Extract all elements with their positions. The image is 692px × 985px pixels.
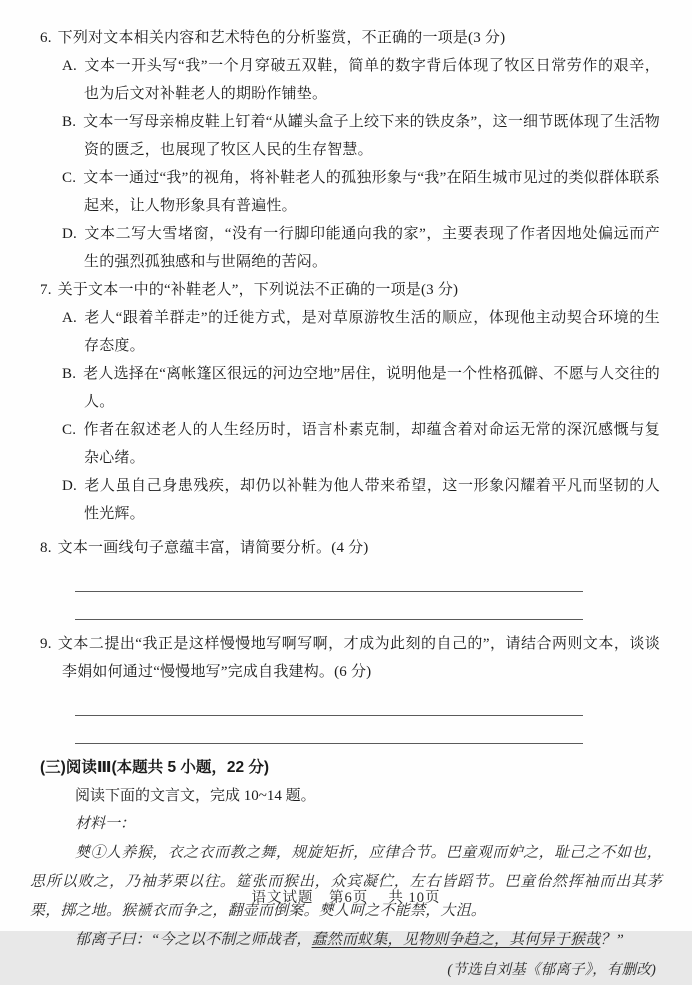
- question-7: [40, 276, 660, 528]
- question-9-number: 9.: [40, 636, 52, 652]
- option-a-label: A.: [62, 310, 77, 326]
- question-6-option-a: [62, 52, 660, 108]
- question-7-stem: [40, 276, 660, 304]
- question-6-option-b: [62, 108, 660, 164]
- section-3: [40, 754, 660, 810]
- option-c-label: C.: [62, 422, 77, 438]
- option-b-text: 老人选择在“离帐篷区很远的河边空地”居住，说明他是一个性格孤僻、不愿与人交往的人。: [83, 366, 660, 410]
- answer-line: [75, 716, 583, 744]
- question-7-option-b: [62, 360, 660, 416]
- question-6-stem-text: 下列对文本相关内容和艺术特色的分析鉴赏，不正确的一项是(3 分): [57, 30, 506, 46]
- answer-line: [75, 592, 583, 620]
- answer-line: [75, 688, 583, 716]
- passage-attribution: (节选自刘基《郁离子》，有删改): [447, 962, 656, 978]
- question-9-answer-area: [75, 688, 583, 744]
- option-b-label: B.: [62, 114, 77, 130]
- option-c-label: C.: [62, 170, 77, 186]
- option-a-text: 老人“跟着羊群走”的迁徙方式，是对草原游牧生活的顺应，体现他主动契合环境的生存态度。: [83, 310, 660, 354]
- option-a-label: A.: [62, 58, 77, 74]
- option-d-label: D.: [62, 478, 77, 494]
- question-6: [40, 24, 660, 276]
- passage-paragraph: 僰①人养猴，衣之衣而教之舞，规旋矩折，应律合节。巴童观而妒之，耻己之不如也，思所以败之，乃袖茅栗以往。筵张而猴出，众宾凝伫，左右皆蹈节。巴童佁然挥袖而出其茅栗，掷之地。猴褫衣而争之，翻壶而倒案。僰人呵之不能禁，大沮。: [30, 845, 662, 919]
- passage-quote: [30, 926, 662, 955]
- option-d-text: 文本二写大雪堵窗，“没有一行脚印能通向我的家”，主要表现了作者因地处偏远而产生的强烈孤独感和与世隔绝的苦闷。: [83, 226, 660, 270]
- question-7-option-c: [62, 416, 660, 472]
- option-d-label: D.: [62, 226, 77, 242]
- underlined-clause: 蠢然而蚁集，见物则争趋之，其何异于猴哉: [311, 932, 601, 948]
- option-b-label: B.: [62, 366, 77, 382]
- question-6-number: 6.: [40, 30, 52, 46]
- question-7-option-a: [62, 304, 660, 360]
- question-6-stem: [40, 24, 660, 52]
- page-footer: 语文试题 第6页 共 10页: [251, 890, 441, 906]
- question-9-stem: [40, 630, 660, 686]
- answer-line: [75, 564, 583, 592]
- quote-suffix: ？”: [600, 932, 625, 948]
- question-7-number: 7.: [40, 282, 52, 298]
- question-8-number: 8.: [40, 540, 52, 556]
- question-8-stem: [40, 534, 660, 562]
- option-a-text: 文本一开头写“我”一个月穿破五双鞋，简单的数字背后体现了牧区日常劳作的艰辛，也为后文对补鞋老人的期盼作铺垫。: [83, 58, 660, 102]
- option-c-text: 作者在叙述老人的人生经历时，语言朴素克制，却蕴含着对命运无常的深沉感慨与复杂心绪。: [83, 422, 660, 466]
- question-7-stem-text: 关于文本一中的“补鞋老人”，下列说法不正确的一项是(3 分): [57, 282, 459, 298]
- question-9: [40, 630, 660, 744]
- question-6-option-c: [62, 164, 660, 220]
- option-c-text: 文本一通过“我”的视角，将补鞋老人的孤独形象与“我”在陌生城市见过的类似群体联系起来，让人物形象具有普遍性。: [83, 170, 660, 214]
- question-8-stem-text: 文本一画线句子意蕴丰富，请简要分析。(4 分): [57, 540, 369, 556]
- section-3-header: (三)阅读Ⅲ(本题共 5 小题，22 分): [40, 759, 270, 776]
- option-d-text: 老人虽自己身患残疾，却仍以补鞋为他人带来希望，这一形象闪耀着平凡而坚韧的人性光辉。: [83, 478, 660, 522]
- question-6-option-d: [62, 220, 660, 276]
- question-7-option-d: [62, 472, 660, 528]
- quote-prefix: 郁离子曰：“今之以不制之师战者，: [75, 932, 312, 948]
- question-8-answer-area: [75, 564, 583, 620]
- material-1-label: 材料一：: [75, 816, 136, 832]
- section-3-instruction: 阅读下面的文言文，完成 10~14 题。: [75, 788, 316, 804]
- option-b-text: 文本一写母亲棉皮鞋上钉着“从罐头盒子上绞下来的铁皮条”，这一细节既体现了生活物资的匮乏，也展现了牧区人民的生存智慧。: [83, 114, 660, 158]
- question-9-stem-text: 文本二提出“我正是这样慢慢地写啊写啊，才成为此刻的自己的”，请结合两则文本，谈谈李娟如何通过“慢慢地写”完成自我建构。(6 分): [57, 636, 660, 680]
- question-8: [40, 534, 660, 620]
